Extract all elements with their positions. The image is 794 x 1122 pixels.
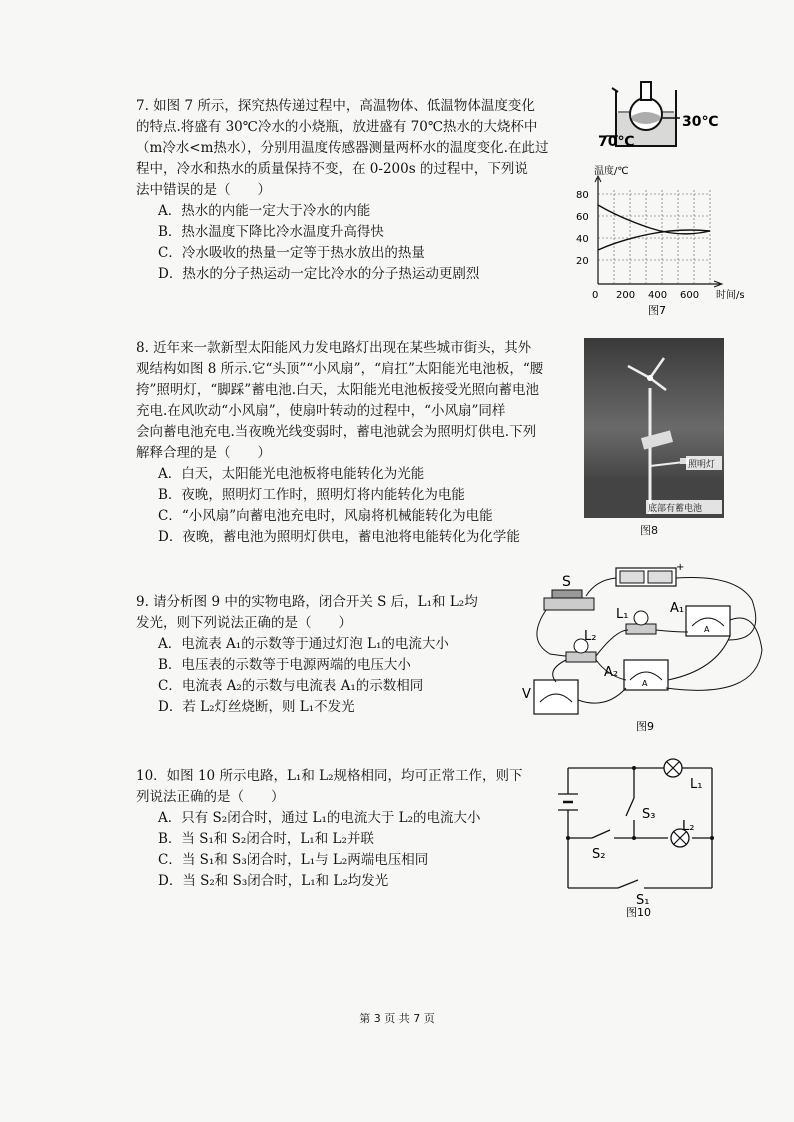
q10-line-2: 列说法正确的是（ ）	[136, 789, 285, 805]
question-7	[136, 96, 586, 285]
fig8-caption: 图8	[640, 524, 658, 537]
q8-line-3: 挎”照明灯，“脚踩”蓄电池.白天，太阳能光电池板接受光照向蓄电池	[136, 382, 539, 398]
fig9-caption: 图9	[636, 720, 654, 733]
figure-8-photo	[584, 338, 724, 538]
fig7-xtick-0: 0	[592, 290, 599, 301]
fig7-caption: 图7	[648, 304, 666, 317]
fig7-ylabel: 温度/℃	[594, 166, 629, 177]
figure-7-beaker	[598, 78, 718, 158]
fig7-xlabel: 时间/s	[716, 290, 745, 301]
q8-line-1: 8. 近年来一款新型太阳能风力发电路灯出现在某些城市街头，其外	[136, 340, 532, 356]
fig9-a1-label: A₁	[670, 601, 685, 616]
q8-option-b: B．夜晚，照明灯工作时，照明灯将内能转化为电能	[158, 487, 465, 503]
question-9	[136, 592, 536, 718]
q8-line-2: 观结构如图 8 所示.它“头顶”“小风扇”，“肩扛”太阳能光电池板，“腰	[136, 361, 544, 377]
fig10-s1-label: S₁	[636, 893, 650, 908]
q8-option-a: A．白天，太阳能光电池板将电能转化为光能	[158, 466, 425, 482]
fig9-l2-label: L₂	[584, 629, 597, 644]
q8-line-6: 解释合理的是（ ）	[136, 445, 271, 461]
q7-line-1: 7. 如图 7 所示，探究热传递过程中，高温物体、低温物体温度变化	[136, 98, 535, 114]
fig7-xtick-400: 400	[648, 290, 668, 301]
svg-text:+: +	[676, 562, 685, 573]
fig10-s3-label: S₃	[642, 807, 656, 822]
question-10	[136, 766, 556, 892]
q9-line-2: 发光，则下列说法正确的是（ ）	[136, 615, 352, 631]
fig7-ytick-40: 40	[576, 234, 589, 245]
fig9-a2-label: A₂	[604, 665, 619, 680]
fig7-hot-label: 70℃	[598, 134, 635, 150]
q8-line-4: 充电.在风吹动“小风扇”，使扇叶转动的过程中，“小风扇”同样	[136, 403, 506, 419]
q10-line-1: 10．如图 10 所示电路，L₁和 L₂规格相同，均可正常工作，则下	[136, 768, 523, 784]
fig7-ytick-80: 80	[576, 190, 589, 201]
q9-option-c: C．电流表 A₂的示数与电流表 A₁的示数相同	[158, 678, 424, 694]
fig8-lamp-label: 照明灯	[688, 460, 716, 470]
q7-option-b: B．热水温度下降比冷水温度升高得快	[158, 224, 384, 240]
q7-line-2: 的特点.将盛有 30℃冷水的小烧瓶，放进盛有 70℃热水的大烧杯中	[136, 119, 538, 135]
fig7-xtick-200: 200	[616, 290, 636, 301]
figure-9-circuit	[516, 560, 772, 740]
fig9-v-label: V	[522, 687, 531, 702]
fig9-l1-label: L₁	[616, 607, 629, 622]
q10-option-b: B．当 S₁和 S₂闭合时，L₁和 L₂并联	[158, 831, 374, 847]
q10-option-d: D．当 S₂和 S₃闭合时，L₁和 L₂均发光	[158, 873, 389, 889]
q7-option-c: C．冷水吸收的热量一定等于热水放出的热量	[158, 245, 425, 261]
fig8-battery-label: 底部有蓄电池	[648, 504, 703, 514]
q9-option-b: B．电压表的示数等于电源两端的电压大小	[158, 657, 411, 673]
q7-line-5: 法中错误的是（ ）	[136, 182, 271, 198]
question-8	[136, 338, 586, 548]
fig10-s2-label: S₂	[592, 847, 606, 862]
q8-option-d: D．夜晚，蓄电池为照明灯供电，蓄电池将电能转化为化学能	[158, 529, 520, 545]
q7-line-3: （m冷水<m热水），分别用温度传感器测量两杯水的温度变化.在此过	[136, 140, 549, 156]
figure-10-schematic	[552, 758, 742, 922]
q10-option-a: A．只有 S₂闭合时，通过 L₁的电流大于 L₂的电流大小	[158, 810, 481, 826]
q7-line-4: 程中，冷水和热水的质量保持不变，在 0-200s 的过程中，下列说	[136, 161, 528, 177]
fig7-ytick-60: 60	[576, 212, 589, 223]
fig10-l2-label: L₂	[682, 819, 695, 834]
q9-option-d: D．若 L₂灯丝烧断，则 L₁不发光	[158, 699, 355, 715]
q8-line-5: 会向蓄电池充电.当夜晚光线变弱时，蓄电池就会为照明灯供电.下列	[136, 424, 537, 440]
fig9-switch-label: S	[562, 574, 571, 590]
fig10-l1-label: L₁	[690, 777, 703, 792]
fig7-ytick-20: 20	[576, 256, 589, 267]
fig7-xtick-600: 600	[680, 290, 700, 301]
fig10-caption: 图10	[626, 906, 651, 919]
figure-7-graph	[570, 160, 770, 318]
q7-option-a: A．热水的内能一定大于冷水的内能	[158, 203, 371, 219]
svg-text:A: A	[704, 625, 710, 634]
fig7-cold-label: 30℃	[682, 114, 718, 130]
page-footer: 第 3 页 共 7 页	[359, 1012, 435, 1025]
q7-option-d: D．热水的分子热运动一定比冷水的分子热运动更剧烈	[158, 266, 480, 282]
q8-option-c: C．“小风扇”向蓄电池充电时，风扇将机械能转化为电能	[158, 508, 493, 524]
q9-line-1: 9. 请分析图 9 中的实物电路，闭合开关 S 后，L₁和 L₂均	[136, 594, 478, 610]
q9-option-a: A．电流表 A₁的示数等于通过灯泡 L₁的电流大小	[158, 636, 449, 652]
q10-option-c: C．当 S₁和 S₃闭合时，L₁与 L₂两端电压相同	[158, 852, 429, 868]
svg-text:A: A	[642, 679, 648, 688]
